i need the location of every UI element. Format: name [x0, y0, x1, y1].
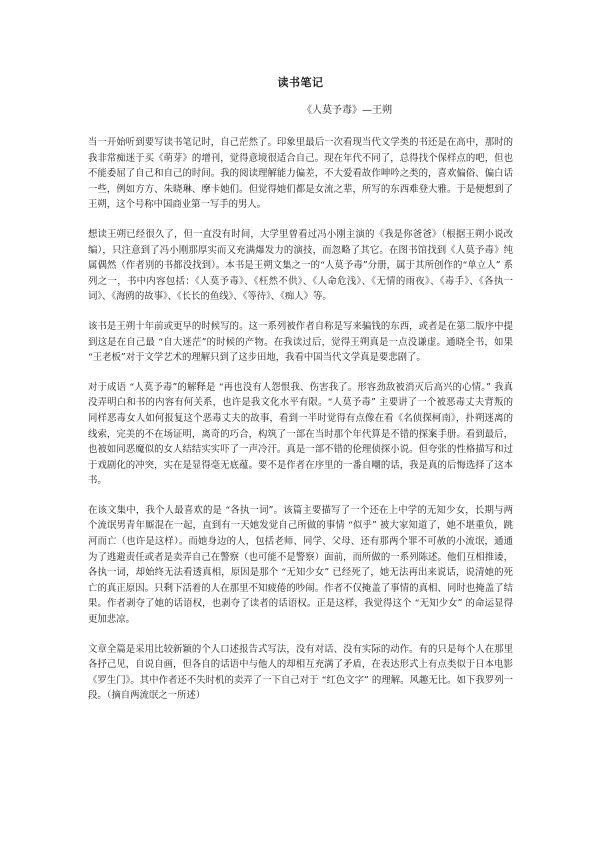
- document-title: 读书笔记: [277, 76, 324, 89]
- paragraph-writing-style: 文章全篇是采用比较新颖的个人口述报告式写法，没有对话、没有实际的动作。有的只是每个人在那里各抒己见，自说自画，但各自的话语中与他人的却相互充满了矛盾，在表达形式上有点类似于日本电影《罗生门》。其中作者还不失时机的卖弄了一下自己对于 “红色文字” 的理解。风趣无比。如下我罗列一段。（摘自两流氓之一所述）: [88, 643, 513, 702]
- paragraph-finding-book: 想读王朔已经很久了，但一直没有时间，大学里曾看过冯小刚主演的《我是你爸爸》（根据王朔小说改编），只注意到了冯小刚那厚实而又充满爆发力的演技，而忽略了其它。在图书馆找到《人莫予毒》纯属偶然（作者别的书都没找到）。本书是王朔文集之一的“人莫予毒”分册，属于其所创作的“单立人” 系列之一，书中内容包括：《人莫予毒》、《枉然不供》、《人命危浅》、《无情的雨夜》、《毒手》、《各执一词》、《海鸥的故事》、《长长的鱼线》、《等待》、《痴人》等。: [88, 228, 513, 303]
- paragraph-intro: 当一开始听到要写读书笔记时，自己茫然了。印象里最后一次看现当代文学类的书还是在高中，那时的我非常痴迷于买《萌芽》的增刊，觉得意境很适合自己。现在年代不同了，总得找个保样点的吧，但也不能委屈了自己和自己的时间。我的阅读理解能力偏差，不大爱看故作呻吟之类的，喜欢偏俗、偏白话一些，例如方方、朱晓琳、摩卡她们。但觉得她们都是女流之辈，所写的东西难登大雅。于是便想到了王朔，这个号称中国商业第一写手的男人。: [88, 137, 513, 211]
- book-subtitle: 《人莫予毒》—王朔: [302, 105, 392, 116]
- paragraph-title-meaning: 对于成语 “人莫予毒”的解释是 “再也没有人怨恨我、伤害我了。形容劲敌被消灭后高兴的心情。” 我真没弄明白和书的内容有何关系，也许是我文化水平有限。“人莫予毒” 主要讲了一个被恶毒丈夫背叛的同样恶毒女人如何报复这个恶毒丈夫的故事，看到一半时觉得有点像在看《名侦探柯南》，扑朔迷离的线索，完美的不在场证明，离奇的巧合，构筑了一部在当时那个年代算是不错的探案手册。看到最后，也被如同恶魔似的女人结结实实吓了一声冷汗。真是一部不错的伦理侦探小说。但夸张的性格描写和过于戏剧化的冲突，实在是显得毫无底蕴。要不是作者在序里的一番自嘲的话，我是真的后悔选择了这本书。: [88, 381, 513, 487]
- paragraph-favorite-story: 在该文集中，我个人最喜欢的是 “各执一词”。该篇主要描写了一个还在上中学的无知少女，长期与两个流氓男青年厮混在一起，直到有一天她发觉自己所做的事情 “似乎” 被大家知道了，她不堪重负，跳河而亡（也许是这样）。而她身边的人，包括老师、同学、父母、还有那两个罪不可赦的小流氓，通通为了逃避责任或者是卖弄自己在警察（也可能不是警察）面前，而所做的一系列陈述。他们互相推诿，各执一词，却始终无法看透真相，原因是那个 “无知少女” 已经死了，她无法再出来说话，说清她的死亡的真正原因。只剩下活着的人在那里不知疲倦的吵闹。作者不仅掩盖了事情的真相、同时也掩盖了结果。作者剥夺了她的话语权，也剥夺了读者的话语权。正是这样，我觉得这个 “无知少女” 的命运显得更加悲凉。: [88, 504, 513, 626]
- paragraph-book-origin: 该书是王朔十年前或更早的时候写的。这一系列被作者自称是写来骗钱的东西，或者是在第二版序中提到这是在自己最 “自大迷茫”的时候的产物。在我读过后，觉得王朔真是一点没谦虚。通晓全书，如果 “王老板”对于文学艺术的理解只到了这步田地，我看中国当代文学真是要悲剧了。: [88, 320, 513, 364]
